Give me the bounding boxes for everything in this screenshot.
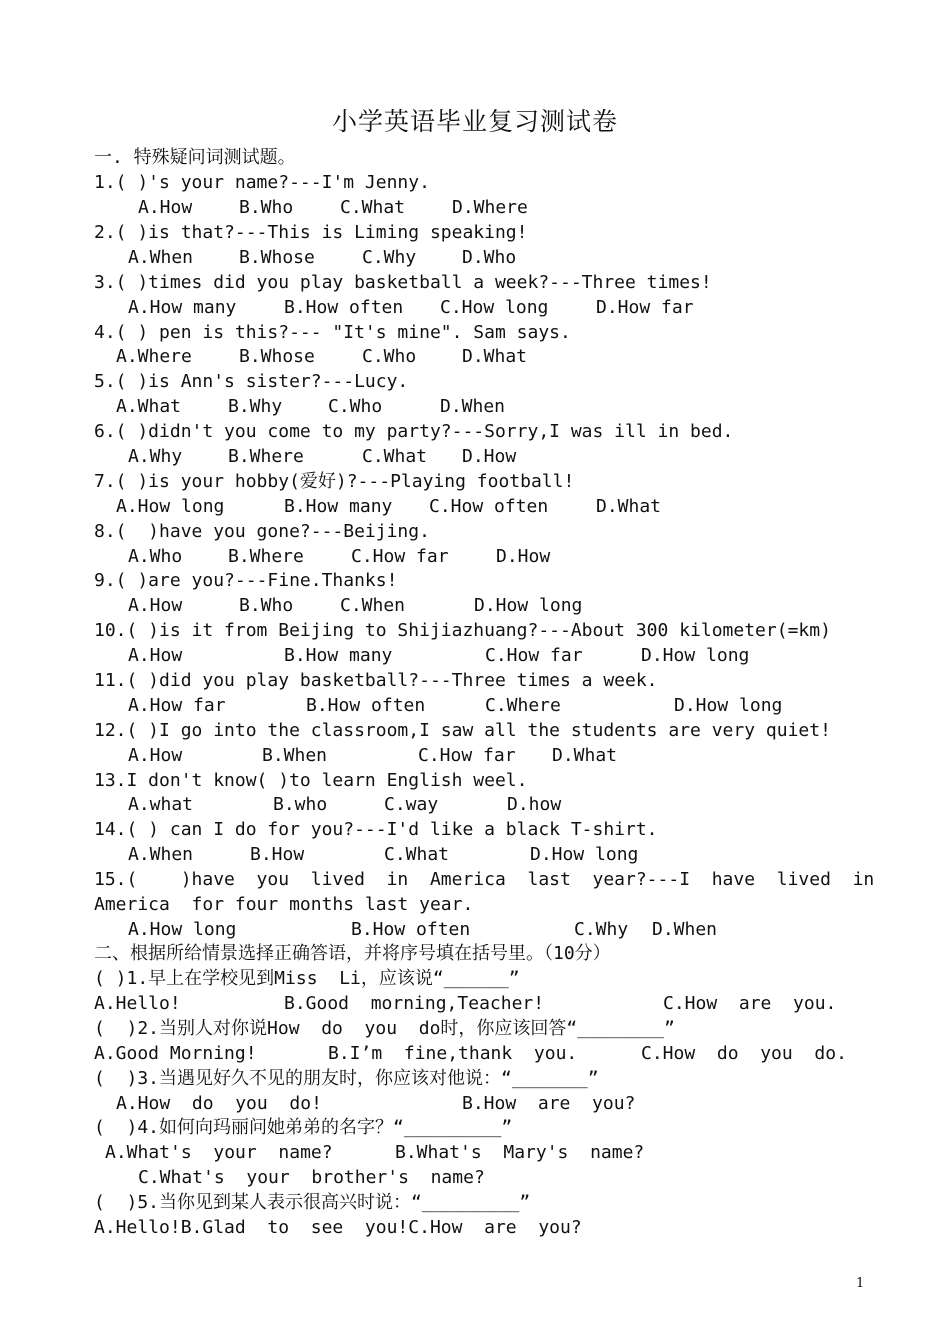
question-1: 1.( )'s your name?---I'm Jenny. <box>94 172 430 193</box>
option: C.How often <box>429 496 549 517</box>
option: C.How far <box>418 745 516 766</box>
option: A.How long <box>128 919 237 940</box>
option: A.How <box>138 197 193 218</box>
option: D.how <box>507 794 562 815</box>
option: D.Who <box>462 247 517 268</box>
option: D.How long <box>474 595 583 616</box>
option: C.What <box>384 844 450 865</box>
option: B.When <box>262 745 328 766</box>
option: A.How <box>128 745 183 766</box>
option: D.When <box>440 396 506 417</box>
situation-5: ( )5.当你见到某人表示很高兴时说：“_________” <box>94 1192 531 1213</box>
question-13: 13.I don't know( )to learn English weel. <box>94 770 528 791</box>
option: B.Whose <box>239 247 315 268</box>
option: B.Whose <box>239 346 315 367</box>
option: C.How far <box>351 546 449 567</box>
page-title: 小学英语毕业复习测试卷 <box>331 107 618 136</box>
situation-3: ( )3.当遇见好久不见的朋友时，你应该对他说：“_______” <box>94 1068 599 1089</box>
option: A.How long <box>116 496 225 517</box>
question-5: 5.( )is Ann's sister?---Lucy. <box>94 371 409 392</box>
question-8: 8.( )have you gone?---Beijing. <box>94 521 430 542</box>
option: B.What's Mary's name? <box>395 1142 645 1163</box>
option: D.When <box>652 919 718 940</box>
option: B.How often <box>351 919 471 940</box>
option: A.Where <box>116 346 192 367</box>
option: D.How long <box>641 645 750 666</box>
option: C.Why <box>362 247 417 268</box>
option: C.When <box>340 595 406 616</box>
option: A.How do you do! <box>116 1093 322 1114</box>
option: B.How <box>250 844 305 865</box>
option: A.Good Morning! <box>94 1043 257 1064</box>
question-11: 11.( )did you play basketball?---Three times a week. <box>94 670 658 691</box>
option: C.How do you do. <box>641 1043 847 1064</box>
option: B.I’m fine,thank you. <box>328 1043 578 1064</box>
question-10: 10.( )is it from Beijing to Shijiazhuang?---About 300 kilometer(=km) <box>94 620 831 641</box>
option: B.How often <box>306 695 426 716</box>
option: A.What <box>116 396 182 417</box>
question-4: 4.( ) pen is this?--- "It's mine". Sam says. <box>94 322 571 343</box>
option: A.How many <box>128 297 237 318</box>
question-12: 12.( )I go into the classroom,I saw all the students are very quiet! <box>94 720 831 741</box>
option: D.What <box>552 745 618 766</box>
option: A.How far <box>128 695 226 716</box>
option: B.Who <box>239 197 294 218</box>
option: D.What <box>462 346 528 367</box>
option: C.way <box>384 794 439 815</box>
section1-heading: 一. 特殊疑问词测试题。 <box>94 147 296 168</box>
option: A.Why <box>128 446 183 467</box>
question-7: 7.( )is your hobby(爱好)?---Playing football! <box>94 471 575 492</box>
option: A.what <box>128 794 194 815</box>
option: B.How are you? <box>462 1093 636 1114</box>
option: C.Why <box>574 919 629 940</box>
option: A.Hello! <box>94 993 181 1014</box>
option: B.who <box>273 794 328 815</box>
option: C.Where <box>485 695 561 716</box>
page-number: 1 <box>856 1276 865 1291</box>
option: D.How far <box>596 297 694 318</box>
section2-heading: 二、根据所给情景选择正确答语，并将序号填在括号里。（10分） <box>94 943 611 964</box>
option: A.How <box>128 645 183 666</box>
option: B.Where <box>228 446 304 467</box>
question-6: 6.( )didn't you come to my party?---Sorry,I was ill in bed. <box>94 421 734 442</box>
situation-1: ( )1.早上在学校见到Miss Li，应该说“______” <box>94 968 520 989</box>
option: A.Who <box>128 546 183 567</box>
option: B.How often <box>284 297 404 318</box>
option: B.Why <box>228 396 283 417</box>
option: C.How are you. <box>663 993 837 1014</box>
option: B.Who <box>239 595 294 616</box>
option: C.What <box>340 197 406 218</box>
option: A.When <box>128 247 194 268</box>
option: B.How many <box>284 496 393 517</box>
option: D.How long <box>674 695 783 716</box>
option: A.When <box>128 844 194 865</box>
option: D.How <box>496 546 551 567</box>
option: B.How many <box>284 645 393 666</box>
option: D.What <box>596 496 662 517</box>
question-9: 9.( )are you?---Fine.Thanks! <box>94 570 398 591</box>
question-14: 14.( ) can I do for you?---I'd like a black T-shirt. <box>94 819 658 840</box>
question-15: 15.( )have you lived in America last year?---I have lived in <box>94 869 875 890</box>
option: D.How long <box>530 844 639 865</box>
question-3: 3.( )times did you play basketball a week?---Three times! <box>94 272 712 293</box>
option: B.Where <box>228 546 304 567</box>
question-15-continued: America for four months last year. <box>94 894 474 915</box>
situation-5-options: A.Hello!B.Glad to see you!C.How are you? <box>94 1217 582 1238</box>
option: A.What's your name? <box>105 1142 333 1163</box>
option: A.How <box>128 595 183 616</box>
option: D.Where <box>452 197 528 218</box>
option: C.How long <box>440 297 549 318</box>
option: C.Who <box>328 396 383 417</box>
option: B.Good morning,Teacher! <box>284 993 545 1014</box>
situation-2: ( )2.当别人对你说How do you do时，你应该回答“________” <box>94 1018 675 1039</box>
option: D.How <box>462 446 517 467</box>
option: C.What <box>362 446 428 467</box>
option: C.Who <box>362 346 417 367</box>
option: C.How far <box>485 645 583 666</box>
question-2: 2.( )is that?---This is Liming speaking! <box>94 222 528 243</box>
option: C.What's your brother's name? <box>138 1167 485 1188</box>
situation-4: ( )4.如何向玛丽问她弟弟的名字？“_________” <box>94 1117 513 1138</box>
